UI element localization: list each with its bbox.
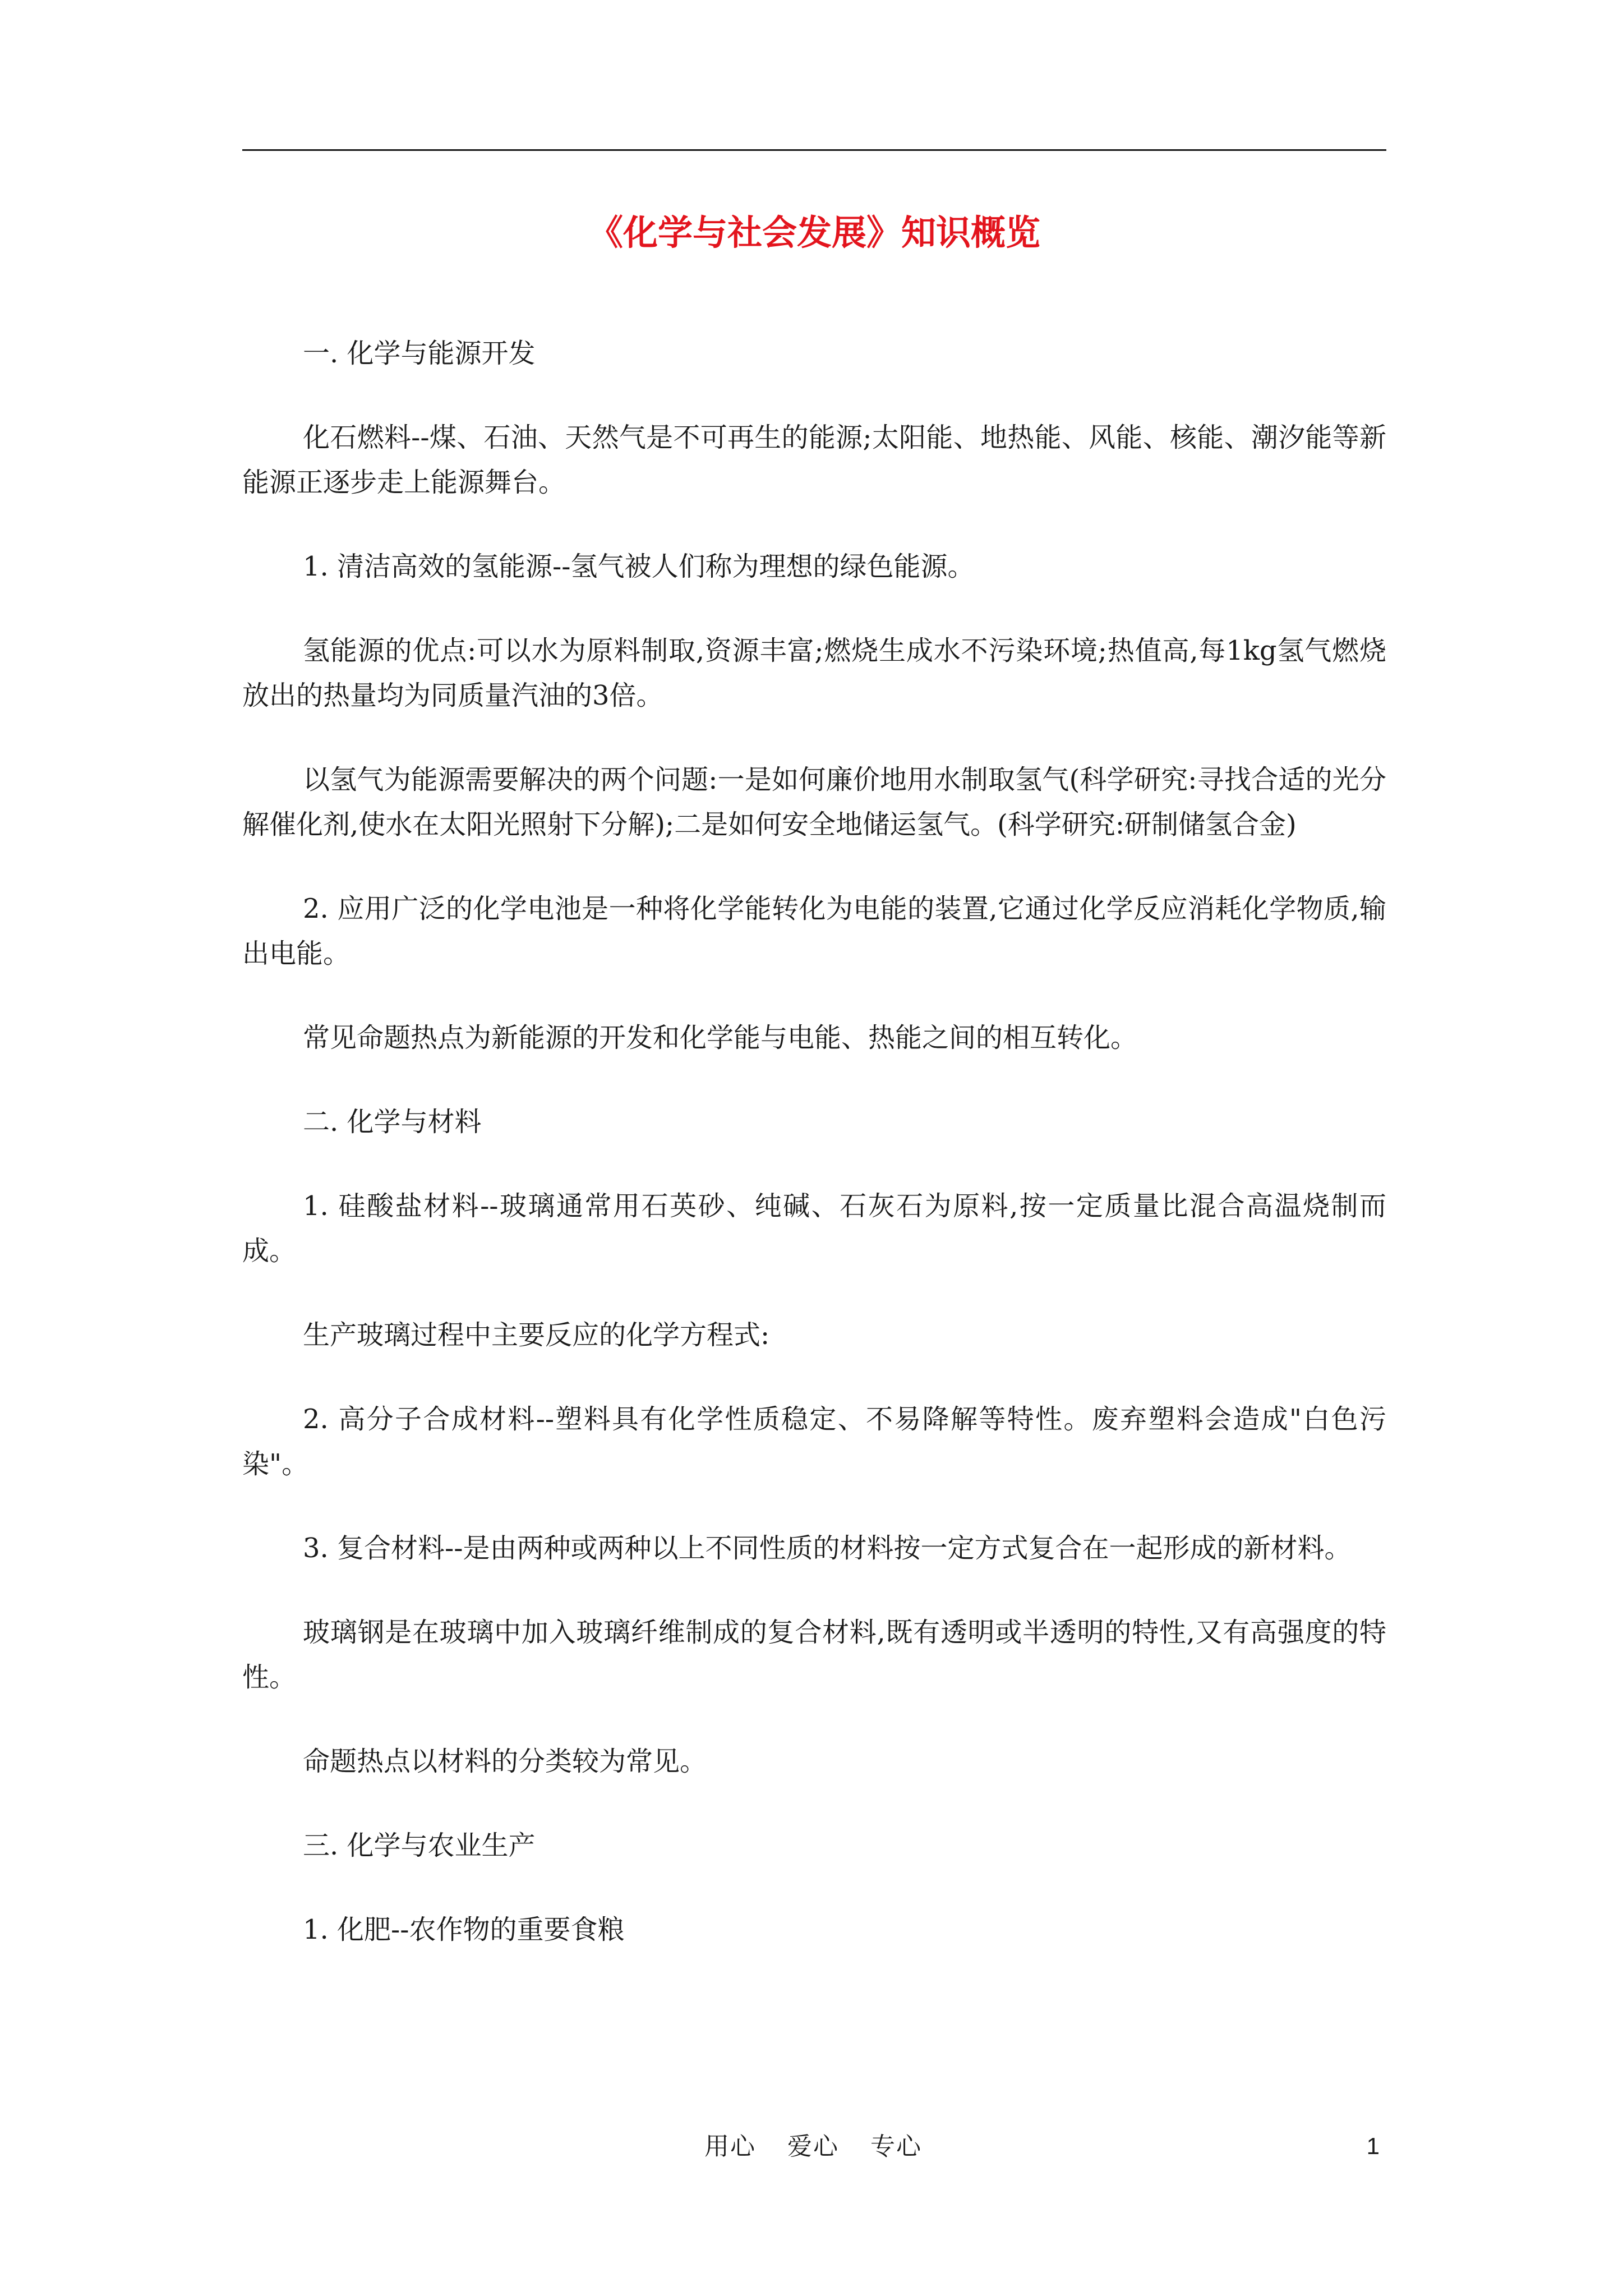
document-title: 《化学与社会发展》知识概览 [588, 212, 1040, 253]
paragraph-composite-materials: 3. 复合材料--是由两种或两种以上不同性质的材料按一定方式复合在一起形成的新材料。 [303, 1533, 1352, 1564]
section-heading-energy: 一. 化学与能源开发 [303, 338, 536, 369]
paragraph-fiberglass: 玻璃钢是在玻璃中加入玻璃纤维制成的复合材料,既有透明或半透明的特性,又有高强度的特性。 [242, 1617, 1386, 1693]
paragraph-polymer-materials: 2. 高分子合成材料--塑料具有化学性质稳定、不易降解等特性。废弃塑料会造成"白色污染"。 [242, 1404, 1386, 1480]
paragraph-materials-hotspot: 命题热点以材料的分类较为常见。 [303, 1746, 707, 1777]
paragraph-glass-equation: 生产玻璃过程中主要反应的化学方程式: [303, 1319, 770, 1351]
page-number: 1 [1366, 2133, 1380, 2159]
paragraph-hydrogen-problems: 以氢气为能源需要解决的两个问题:一是如何廉价地用水制取氢气(科学研究:寻找合适的光分解催化剂,使水在太阳光照射下分解);二是如何安全地储运氢气。(科学研究:研制储氢合金) [242, 764, 1386, 840]
paragraph-fossil-fuels: 化石燃料--煤、石油、天然气是不可再生的能源;太阳能、地热能、风能、核能、潮汐能等新能源正逐步走上能源舞台。 [242, 422, 1386, 498]
paragraph-hydrogen-energy: 1. 清洁高效的氢能源--氢气被人们称为理想的绿色能源。 [303, 551, 975, 582]
paragraph-chemical-battery: 2. 应用广泛的化学电池是一种将化学能转化为电能的装置,它通过化学反应消耗化学物质,输出电能。 [242, 893, 1386, 969]
paragraph-fertilizer: 1. 化肥--农作物的重要食粮 [303, 1914, 625, 1945]
header-rule [242, 149, 1386, 151]
paragraph-hydrogen-advantages: 氢能源的优点:可以水为原料制取,资源丰富;燃烧生成水不污染环境;热值高,每1kg氢气燃烧放出的热量均为同质量汽油的3倍。 [242, 635, 1386, 711]
paragraph-silicate-materials: 1. 硅酸盐材料--玻璃通常用石英砂、纯碱、石灰石为原料,按一定质量比混合高温烧制而成。 [242, 1190, 1386, 1267]
document-body [242, 331, 1386, 1991]
paragraph-energy-hotspot: 常见命题热点为新能源的开发和化学能与电能、热能之间的相互转化。 [303, 1022, 1138, 1053]
footer-slogan: 用心 爱心 专心 [704, 2132, 922, 2161]
section-heading-agriculture: 三. 化学与农业生产 [303, 1830, 536, 1861]
section-heading-materials: 二. 化学与材料 [303, 1106, 482, 1138]
